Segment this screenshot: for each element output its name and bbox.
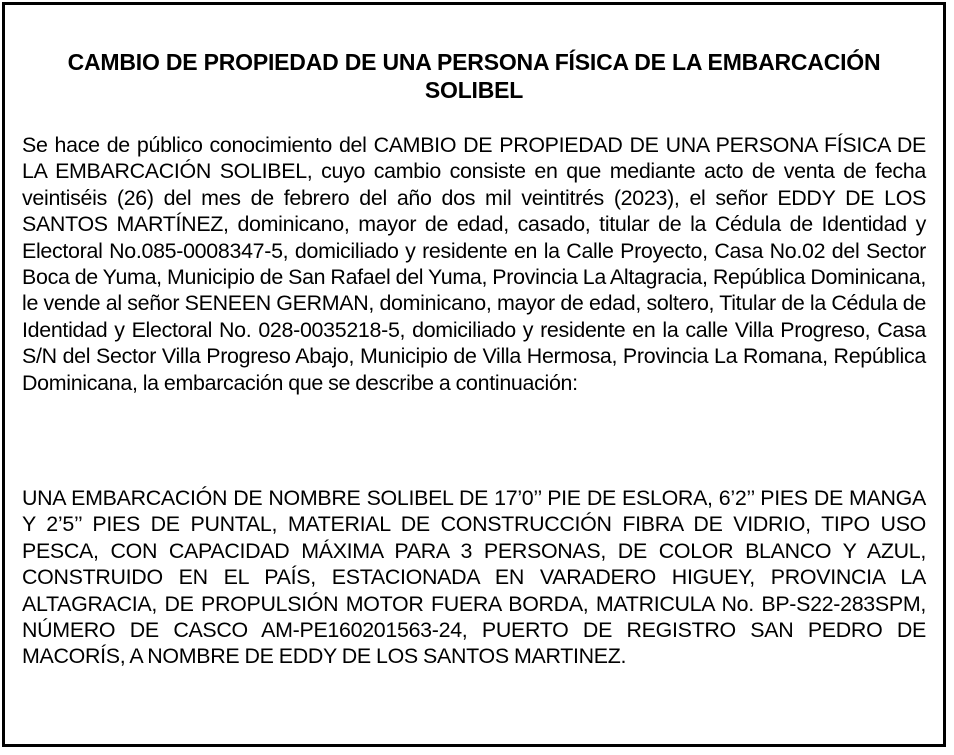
notice-paragraph-vessel-description: UNA EMBARCACIÓN DE NOMBRE SOLIBEL DE 17’0’’ PIE DE ESLORA, 6’2’’ PIES DE MANGA Y 2’5’’ PIES DE PUNTAL, MATERIAL DE CONSTRUCCIÓN FIBRA DE VIDRIO, TIPO USO PESCA, CON CAPACIDAD MÁXIMA PARA 3 PERSONAS, DE COLOR BLANCO Y AZUL, CONSTRUIDO EN EL PAÍS, ESTACIONADA EN VARADERO HIGUEY, PROVINCIA LA ALTAGRACIA, DE PROPULSIÓN MOTOR FUERA BORDA, MATRICULA No. BP-S22-283SPM, NÚMERO DE CASCO AM-PE160201563-24, PUERTO DE REGISTRO SAN PEDRO DE MACORÍS, A NOMBRE DE EDDY DE LOS SANTOS MARTINEZ. — [22, 486, 926, 669]
notice-paragraph-sale: Se hace de público conocimiento del CAMBIO DE PROPIEDAD DE UNA PERSONA FÍSICA DE LA EMBARCACIÓN SOLIBEL, cuyo cambio consiste en que mediante acto de venta de fecha veintiséis (26) del mes de febrero del año dos mil veintitrés (2023), el señor EDDY DE LOS SANTOS MARTÍNEZ, dominicano, mayor de edad, casado, titular de la Cédula de Identidad y Electoral No.085-0008347-5, domiciliado y residente en la Calle Proyecto, Casa No.02 del Sector Boca de Yuma, Municipio de San Rafael del Yuma, Provincia La Altagracia, República Dominicana, le vende al señor SENEEN GERMAN, dominicano, mayor de edad, soltero, Titular de la Cédula de Identidad y Electoral No. 028-0035218-5, domiciliado y residente en la calle Villa Progreso, Casa S/N del Sector Villa Progreso Abajo, Municipio de Villa Hermosa, Provincia La Romana, República Dominicana, la embarcación que se describe a continuación: — [22, 133, 926, 395]
notice-title: CAMBIO DE PROPIEDAD DE UNA PERSONA FÍSICA DE LA EMBARCACIÓN SOLIBEL — [67, 49, 881, 103]
legal-notice — [2, 2, 946, 747]
